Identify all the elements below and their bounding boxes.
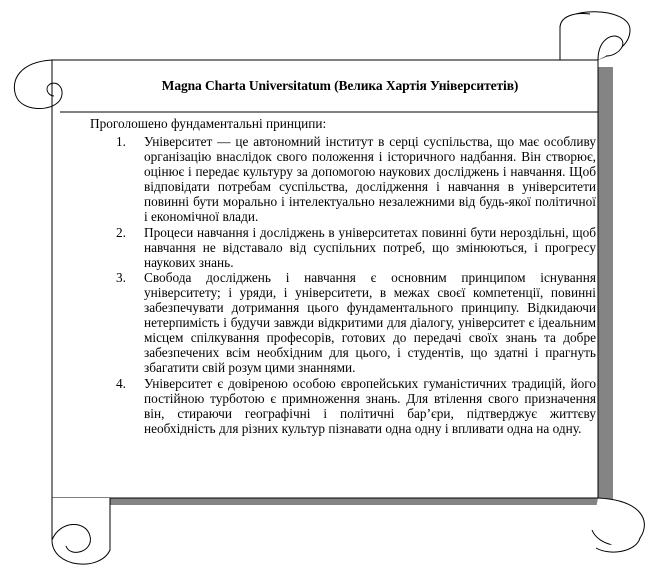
principle-number: 2. xyxy=(116,224,126,240)
document-title: Magna Charta Universitatum (Велика Хартія Університетів) xyxy=(161,78,519,93)
principle-text: Свобода досліджень і навчання є основним принципом існування університету; і уряди, і університети, в межах своєї компетенції, повинні забезпечувати дотримання цього фундаментального принципу. Відкидаючи нетерпимість і будучи завжди відкритими для діалогу, університет є ідеальним місцем спілкування професорів, готових до передачі своїх знань та добре забезпечених всім необхідним для цього, і студентів, що здатні і прагнуть збагатити свій розум цими знаннями. xyxy=(144,269,596,376)
principle-number: 1. xyxy=(116,134,126,149)
principle-item-3 xyxy=(108,270,596,376)
principle-item-4 xyxy=(108,376,596,436)
intro-text: Проголошено фундаментальні принципи: xyxy=(90,116,327,131)
principle-text: Процеси навчання і досліджень в університетах повинні бути нероздільні, щоб навчання не відставало від суспільних потреб, що змінюються, і прогресу наукових знань. xyxy=(144,224,596,270)
top-right-roll xyxy=(560,12,630,60)
principles-list xyxy=(108,134,596,436)
bottom-right-roll xyxy=(592,498,644,552)
principle-number: 3. xyxy=(116,269,126,285)
principle-number: 4. xyxy=(116,375,126,391)
bottom-left-roll xyxy=(52,498,110,564)
principle-text: Університет є довіреною особою європейських гуманістичних традицій, його постійною турботою є примноження знань. Для втілення свого призначення він, стираючи географічні і політичні бар’єри, підтверджує життєву необхідність для різних культур пізнавати одна одну і впливати одна на одну. xyxy=(144,375,596,436)
principle-item-1 xyxy=(108,134,596,225)
principle-text: Університет — це автономний інститут в серці суспільства, що має особливу організацію внаслідок свого положення і історичного надбання. Він створює, оцінює і передає культуру за допомогою наукових досліджень і навчання. Щоб відповідати потребам суспільства, дослідження і навчання в університети повинні бути морально і інтелектуально незалежними від будь-якої політичної і економічної влади. xyxy=(144,134,596,225)
principle-item-2 xyxy=(108,225,596,270)
